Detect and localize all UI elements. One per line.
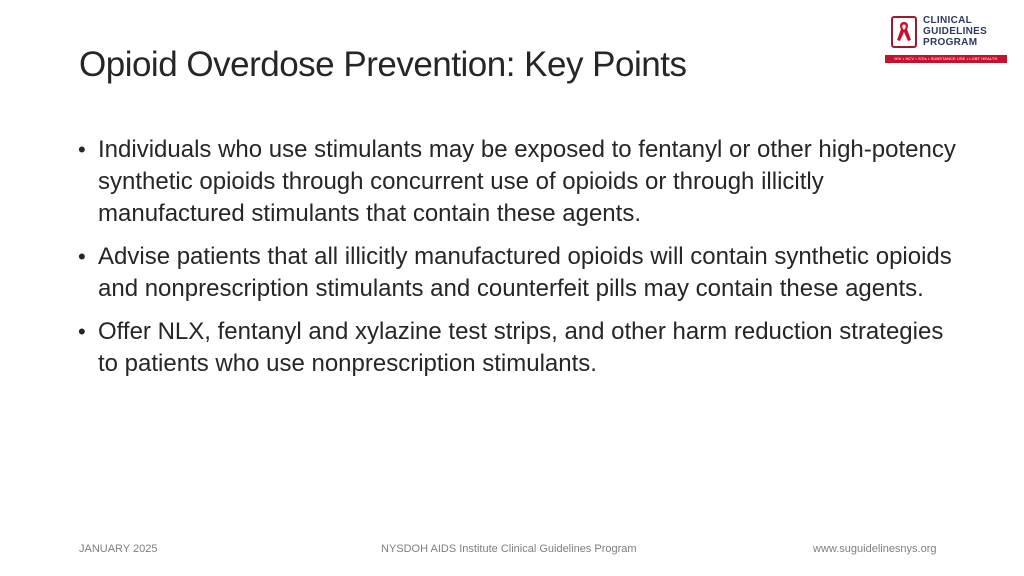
footer-url: www.suguidelinesnys.org	[813, 543, 937, 555]
bullet-item: • Advise patients that all illicitly manufactured opioids will contain synthetic opioids and nonprescription stimulants and counterfeit pills may contain these agents.	[78, 241, 958, 305]
bullet-item: • Individuals who use stimulants may be exposed to fentanyl or other high-potency synthetic opioids through concurrent use of opioids or through illicitly manufactured stimulants that contain these agents.	[78, 134, 958, 230]
slide-title: Opioid Overdose Prevention: Key Points	[79, 45, 687, 84]
logo-wordmark	[923, 15, 987, 48]
clinical-guidelines-program-logo	[885, 14, 1007, 64]
logo-tagline: HIV • HCV • STIs • SUBSTANCE USE • LGBT HEALTH	[885, 55, 1007, 63]
bullet-list	[78, 134, 958, 391]
red-ribbon-icon	[895, 20, 913, 44]
footer-date: JANUARY 2025	[79, 543, 158, 555]
logo-line-3: PROGRAM	[923, 37, 978, 48]
bullet-item: • Offer NLX, fentanyl and xylazine test strips, and other harm reduction strategies to patients who use nonprescription stimulants.	[78, 316, 958, 380]
logo-badge	[891, 16, 917, 48]
logo-line-1: CLINICAL	[923, 15, 973, 26]
logo-line-2: GUIDELINES	[923, 26, 988, 37]
footer-program: NYSDOH AIDS Institute Clinical Guidelines Program	[381, 543, 637, 555]
